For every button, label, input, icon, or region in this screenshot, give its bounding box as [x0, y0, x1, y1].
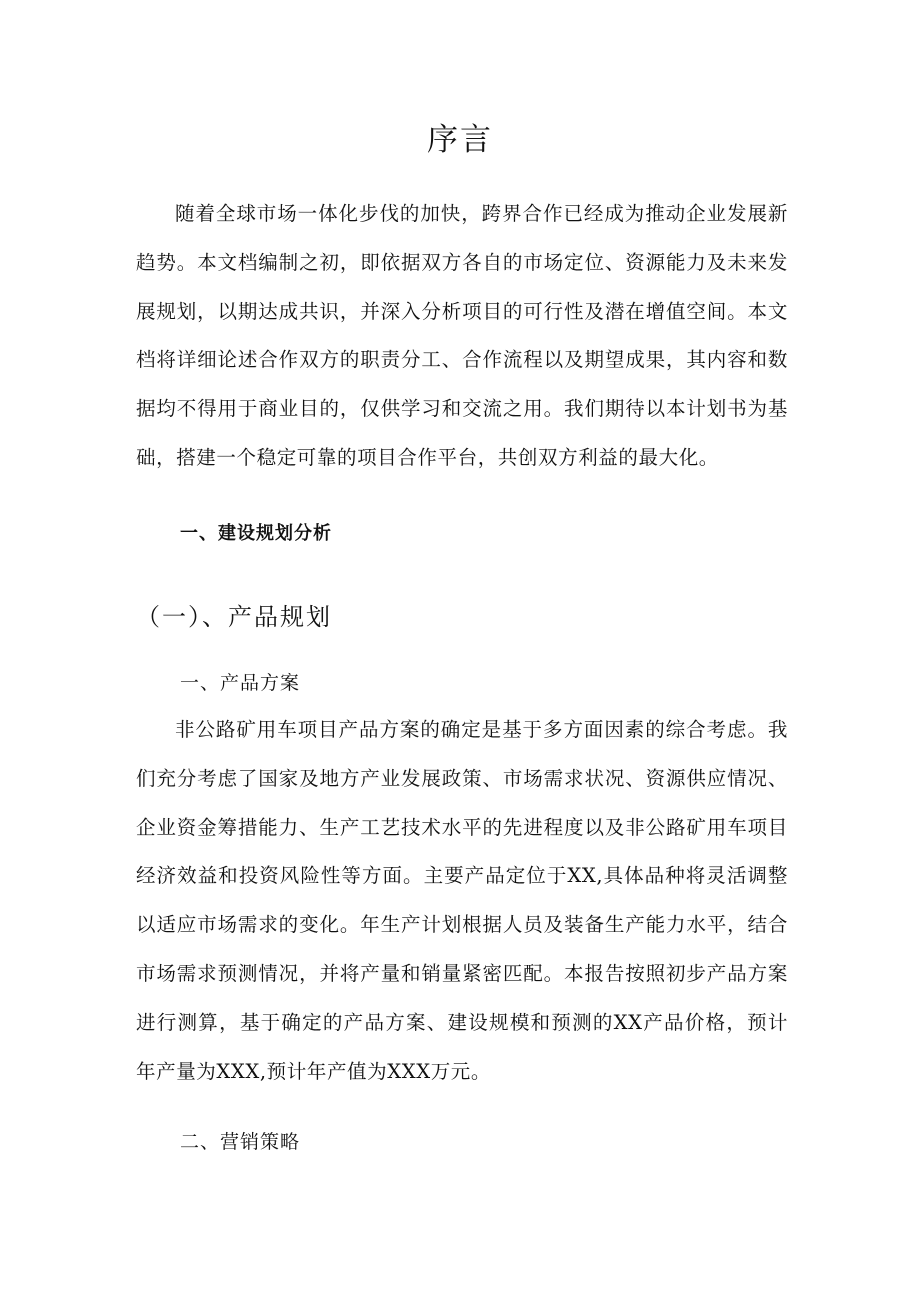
subsection-heading: （一）、产品规划: [136, 603, 332, 631]
item-heading-marketing: 二、营销策略: [180, 1131, 301, 1153]
item-heading-product-plan: 一、产品方案: [180, 672, 301, 694]
section-heading: 一、建设规划分析: [180, 523, 332, 544]
product-plan-paragraph: 非公路矿用车项目产品方案的确定是基于多方面因素的综合考虑。我们充分考虑了国家及地方产业发展政策、市场需求状况、资源供应情况、企业资金筹措能力、生产工艺技术水平的先进程度以及非公路矿用车项目经济效益和投资风险性等方面。主要产品定位于XX,具体品种将灵活调整以适应市场需求的变化。年生产计划根据人员及装备生产能力水平，结合市场需求预测情况，并将产量和销量紧密匹配。本报告按照初步产品方案进行测算，基于确定的产品方案、建设规模和预测的XX产品价格，预计年产量为XXX,预计年产值为XXX万元。: [136, 718, 788, 1083]
document-title: 序言: [427, 122, 493, 158]
preface-paragraph: 随着全球市场一体化步伐的加快，跨界合作已经成为推动企业发展新趋势。本文档编制之初，即依据双方各自的市场定位、资源能力及未来发展规划，以期达成共识，并深入分析项目的可行性及潜在增值空间。本文档将详细论述合作双方的职责分工、合作流程以及期望成果，其内容和数据均不得用于商业目的，仅供学习和交流之用。我们期待以本计划书为基础，搭建一个稳定可靠的项目合作平台，共创双方利益的最大化。: [136, 202, 788, 469]
